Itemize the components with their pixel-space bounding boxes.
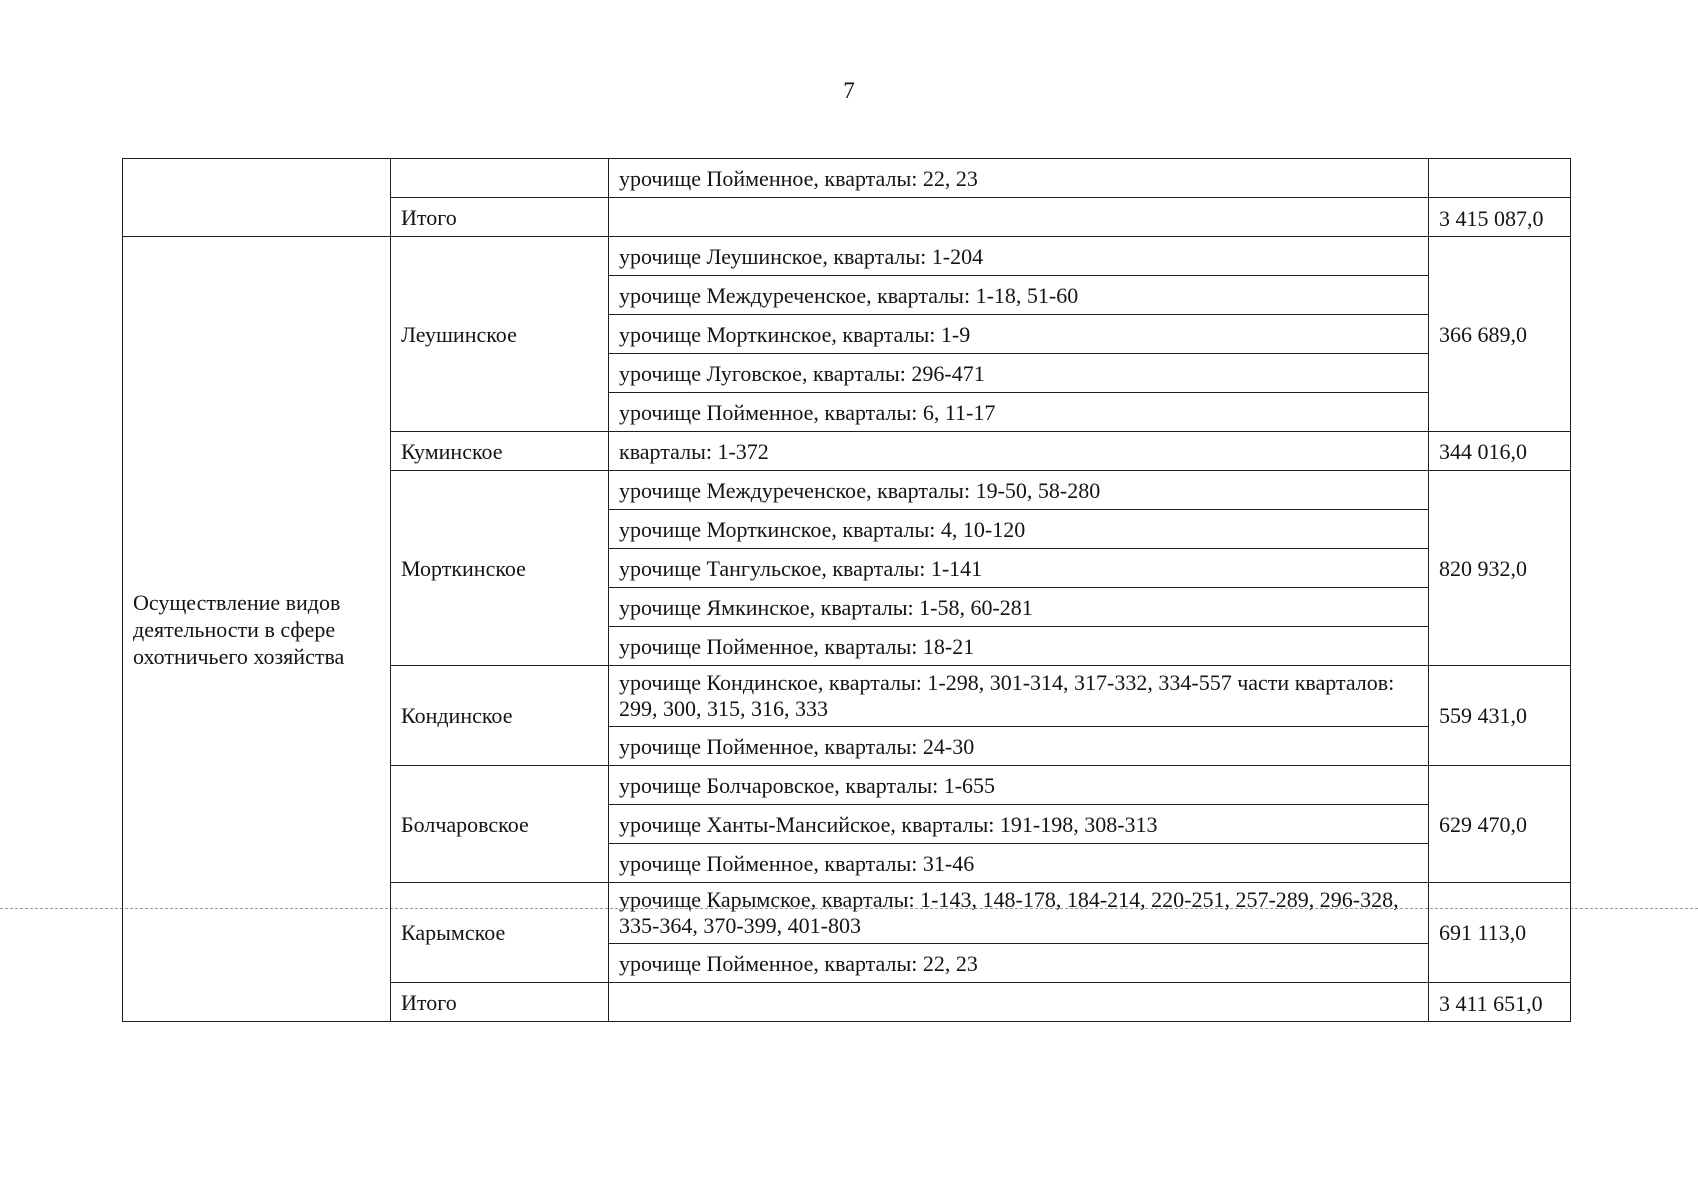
location-cell: урочище Междуреченское, кварталы: 19-50, 58-280 — [609, 471, 1429, 510]
hunting-areas-table — [122, 158, 1571, 1022]
location-cell: урочище Пойменное, кварталы: 22, 23 — [609, 159, 1429, 198]
location-cell: урочище Морткинское, кварталы: 4, 10-120 — [609, 510, 1429, 549]
location-cell: урочище Тангульское, кварталы: 1-141 — [609, 549, 1429, 588]
table-row — [123, 237, 1571, 276]
forestry-value: 366 689,0 — [1429, 237, 1571, 432]
location-cell: урочище Пойменное, кварталы: 31-46 — [609, 844, 1429, 883]
location-cell: кварталы: 1-372 — [609, 432, 1429, 471]
forestry-value: 691 113,0 — [1429, 883, 1571, 983]
location-cell: урочище Пойменное, кварталы: 24-30 — [609, 727, 1429, 766]
total-value: 3 415 087,0 — [1429, 198, 1571, 237]
activity-cell-empty — [123, 159, 391, 237]
forestry-name: Леушинское — [391, 237, 609, 432]
forestry-cell-empty — [391, 159, 609, 198]
table-row — [123, 159, 1571, 198]
location-cell: урочище Ямкинское, кварталы: 1-58, 60-281 — [609, 588, 1429, 627]
location-cell: урочище Кондинское, кварталы: 1-298, 301-314, 317-332, 334-557 части кварталов: 299, 300, 315, 316, 333 — [609, 666, 1429, 727]
location-cell: урочище Пойменное, кварталы: 18-21 — [609, 627, 1429, 666]
forestry-name: Кондинское — [391, 666, 609, 766]
location-cell: урочище Морткинское, кварталы: 1-9 — [609, 315, 1429, 354]
forestry-name: Морткинское — [391, 471, 609, 666]
activity-cell: Осуществление видов деятельности в сфере охотничьего хозяйства — [123, 237, 391, 1022]
total-label: Итого — [391, 983, 609, 1022]
location-cell-empty — [609, 198, 1429, 237]
location-cell-empty — [609, 983, 1429, 1022]
location-cell: урочище Пойменное, кварталы: 22, 23 — [609, 944, 1429, 983]
forestry-value: 559 431,0 — [1429, 666, 1571, 766]
location-cell: урочище Луговское, кварталы: 296-471 — [609, 354, 1429, 393]
total-value: 3 411 651,0 — [1429, 983, 1571, 1022]
location-cell: урочище Леушинское, кварталы: 1-204 — [609, 237, 1429, 276]
forestry-name: Болчаровское — [391, 766, 609, 883]
total-label: Итого — [391, 198, 609, 237]
page-number: 7 — [843, 78, 855, 103]
location-cell: урочище Карымское, кварталы: 1-143, 148-178, 184-214, 220-251, 257-289, 296-328, 335-364, 370-399, 401-803 — [609, 883, 1429, 944]
forestry-value: 629 470,0 — [1429, 766, 1571, 883]
forestry-name: Карымское — [391, 883, 609, 983]
location-cell: урочище Болчаровское, кварталы: 1-655 — [609, 766, 1429, 805]
value-cell-empty — [1429, 159, 1571, 198]
location-cell: урочище Междуреченское, кварталы: 1-18, 51-60 — [609, 276, 1429, 315]
forestry-value: 344 016,0 — [1429, 432, 1571, 471]
forestry-name: Куминское — [391, 432, 609, 471]
forestry-value: 820 932,0 — [1429, 471, 1571, 666]
location-cell: урочище Ханты-Мансийское, кварталы: 191-198, 308-313 — [609, 805, 1429, 844]
location-cell: урочище Пойменное, кварталы: 6, 11-17 — [609, 393, 1429, 432]
